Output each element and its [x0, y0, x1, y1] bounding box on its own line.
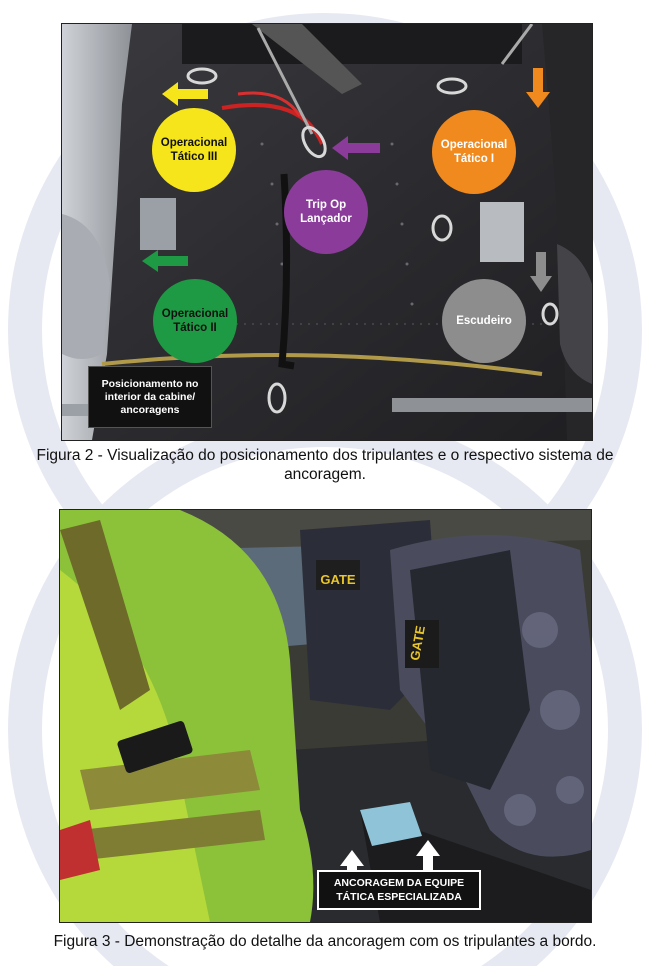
arrow-down-orange: [526, 68, 550, 108]
figure-2-cabin-photo: [62, 24, 592, 440]
arrow-left-purple: [332, 136, 380, 160]
arrow-down-grey: [530, 252, 552, 292]
figure-3-caption: Figura 3 - Demonstração do detalhe da ancoragem com os tripulantes a bordo.: [53, 933, 597, 950]
gate-patch-2: GATE: [406, 624, 428, 662]
crew-operacional-tatico-i: Operacional Tático I: [432, 110, 516, 194]
figure-2-caption: Figura 2 - Visualização do posicionamento dos tripulantes e o respectivo sistema de ancoragem.: [36, 447, 614, 483]
anchor-label-box: ANCORAGEM DA EQUIPE TÁTICA ESPECIALIZADA: [317, 870, 481, 910]
cabin-position-label: Posicionamento no interior da cabine/ ancoragens: [88, 366, 212, 428]
crew-operacional-tatico-iii: Operacional Tático III: [152, 108, 236, 192]
crew-trip-op-lancador: Trip Op Lançador: [284, 170, 368, 254]
figure-3-crew-photo: [60, 510, 591, 922]
arrow-left-green: [142, 250, 188, 272]
gate-patch-1: GATE: [320, 571, 356, 587]
crew-escudeiro: Escudeiro: [442, 279, 526, 363]
arrow-left-yellow: [162, 82, 208, 106]
crew-operacional-tatico-ii: Operacional Tático II: [153, 279, 237, 363]
